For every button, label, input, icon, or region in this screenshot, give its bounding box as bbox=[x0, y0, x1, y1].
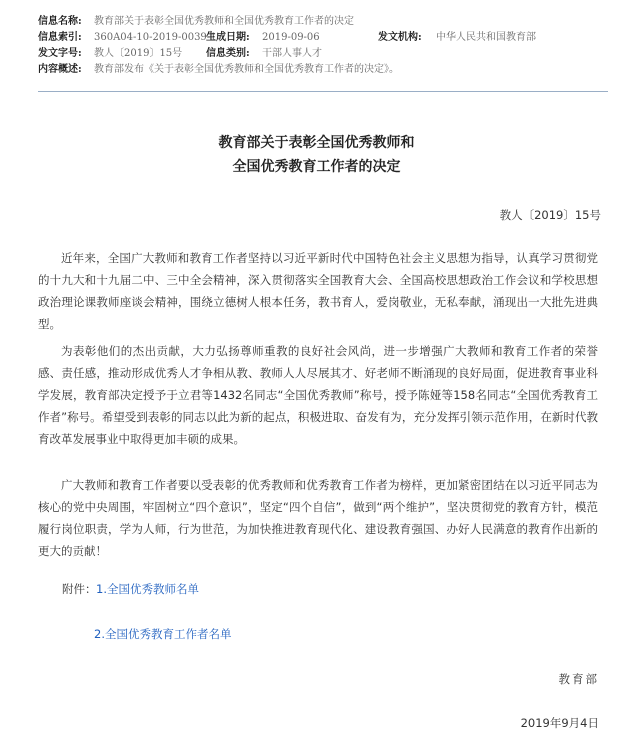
issue-date: 2019年9月4日 bbox=[520, 716, 599, 730]
metadata-divider bbox=[38, 91, 608, 92]
attachment-1 bbox=[96, 581, 199, 597]
issuer-label: 发文机构: bbox=[378, 32, 422, 43]
title-line-1: 教育部关于表彰全国优秀教师和 bbox=[218, 135, 415, 151]
attachments-label: 附件： bbox=[62, 582, 97, 596]
issuer-value: 中华人民共和国教育部 bbox=[436, 32, 536, 43]
body-paragraph-1: 近年来，全国广大教师和教育工作者坚持以习近平新时代中国特色社会主义思想为指导，认真学习贯彻党的十九大和十九届二中、三中全会精神，深入贯彻落实全国教育大会、全国高校思想政治工作会议和学校思想政治理论课教师座谈会精神，围绕立德树人根本任务，教书育人，爱岗敬业，无私奉献，涌现出一大批先进典型。 bbox=[38, 251, 598, 331]
index-value: 360A04-10-2019-0039-1 bbox=[94, 32, 217, 43]
info-name-value: 教育部关于表彰全国优秀教师和全国优秀教育工作者的决定 bbox=[94, 16, 354, 27]
attachment-1-number: 1. bbox=[96, 582, 107, 596]
meta-row-index bbox=[38, 30, 618, 46]
gen-date-value: 2019-09-06 bbox=[262, 32, 320, 43]
body-paragraph-2: 为表彰他们的杰出贡献，大力弘扬尊师重教的良好社会风尚，进一步增强广大教师和教育工作者的荣誉感、责任感，推动形成优秀人才争相从教、教师人人尽展其才、好老师不断涌现的良好局面，促进教育事业科学发展，教育部决定授予于立君等1432名同志“全国优秀教师”称号，授予陈娅等158名同志“全国优秀教育工作者”称号。希望受到表彰的同志以此为新的起点，积极进取、奋发有为，充分发挥引领示范作用，在新时代教育改革发展事业中取得更加丰硕的成果。 bbox=[38, 344, 598, 446]
meta-row-docno bbox=[38, 46, 618, 62]
meta-row-name bbox=[38, 14, 618, 30]
document-title bbox=[0, 131, 633, 179]
body-paragraph-3: 广大教师和教育工作者要以受表彰的优秀教师和优秀教育工作者为榜样，更加紧密团结在以习近平同志为核心的党中央周围，牢固树立“四个意识”，坚定“四个自信”，做到“两个维护”，坚决贯彻党的教育方针，模范履行岗位职责，学为人师，行为世范，为加快推进教育现代化、建设教育强国、办好人民满意的教育作出新的更大的贡献！ bbox=[38, 478, 598, 558]
document-number: 教人〔2019〕15号 bbox=[499, 208, 601, 222]
summary-label: 内容概述: bbox=[38, 64, 82, 75]
attachment-1-link[interactable]: 全国优秀教师名单 bbox=[106, 582, 199, 596]
doc-no-label: 发文字号: bbox=[38, 48, 82, 59]
attachment-2-link[interactable]: 全国优秀教育工作者名单 bbox=[104, 627, 232, 641]
gen-date-label: 生成日期: bbox=[206, 32, 250, 43]
signature: 教育部 bbox=[558, 672, 599, 686]
attachment-2 bbox=[94, 626, 231, 642]
index-label: 信息索引: bbox=[38, 32, 82, 43]
category-value: 干部人事人才 bbox=[262, 48, 322, 59]
title-line-2: 全国优秀教育工作者的决定 bbox=[232, 159, 401, 175]
meta-row-summary bbox=[38, 62, 618, 78]
summary-value: 教育部发布《关于表彰全国优秀教师和全国优秀教育工作者的决定》。 bbox=[94, 64, 399, 75]
category-label: 信息类别: bbox=[206, 48, 250, 59]
info-name-label: 信息名称: bbox=[38, 16, 82, 27]
attachment-2-number: 2. bbox=[94, 627, 105, 641]
doc-no-value: 教人〔2019〕15号 bbox=[94, 48, 183, 59]
document-metadata bbox=[38, 14, 618, 78]
